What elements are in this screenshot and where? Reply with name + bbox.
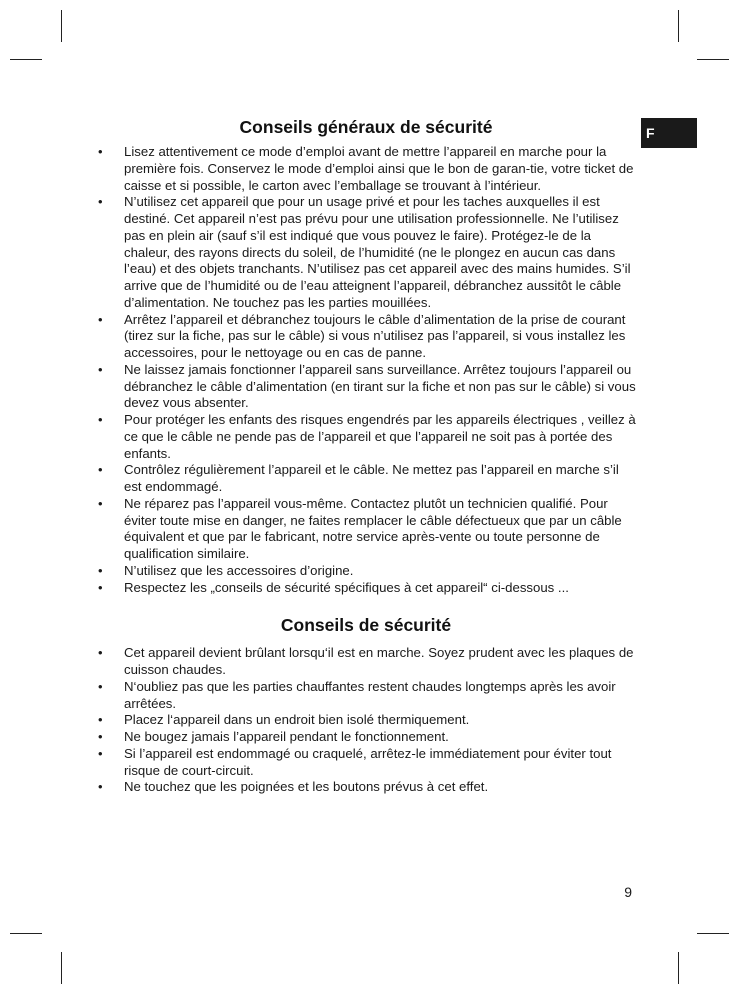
list-item: • N’utilisez cet appareil que pour un usage privé et pour les taches auxquelles il est destiné. Cet appareil n’est pas prévu pour une utilisation professionnelle. Ne l’utilisez pas en plein air (sauf s’il est indiqué que vous pouvez le faire). Protégez-le de la chaleur, des rayons directs du soleil, de l’humidité (ne le plongez en aucun cas dans l’eau) et des objets tranchants. N’utilisez pas cet appareil avec des mains humides. S’il arrive que de l’humidité ou de l’eau atteignent l’appareil, débranchez aussitôt le câble d’alimentation. Ne touchez pas les parties mouillées. bbox=[98, 194, 631, 310]
bullet-icon: • bbox=[98, 779, 103, 795]
bullet-icon: • bbox=[98, 144, 103, 159]
crop-mark bbox=[678, 10, 679, 42]
general-safety-list bbox=[96, 144, 636, 596]
bullet-icon: • bbox=[98, 462, 103, 478]
crop-mark bbox=[10, 59, 42, 60]
list-item: • Si l’appareil est endommagé ou craquelé, arrêtez-le immédiatement pour éviter tout risque de court-circuit. bbox=[98, 745, 612, 778]
bullet-icon: • bbox=[98, 729, 103, 744]
bullet-icon: • bbox=[98, 495, 103, 511]
crop-mark bbox=[61, 952, 62, 984]
bullet-icon: • bbox=[98, 678, 103, 694]
crop-mark bbox=[678, 952, 679, 984]
specific-safety-list bbox=[96, 645, 636, 796]
list-item: • Cet appareil devient brûlant lorsqu‘il est en marche. Soyez prudent avec les plaques de cuisson chaudes. bbox=[98, 645, 634, 677]
bullet-icon: • bbox=[98, 194, 103, 210]
list-item: • Ne bougez jamais l’appareil pendant le fonctionnement. bbox=[98, 729, 449, 744]
crop-mark bbox=[10, 933, 42, 934]
crop-mark bbox=[61, 10, 62, 42]
list-item: • Pour protéger les enfants des risques engendrés par les appareils électriques , veillez à ce que le câble ne pende pas de l’appareil et que l’appareil ne soit pas à portée des enfants. bbox=[98, 412, 636, 461]
language-tab: F bbox=[641, 118, 697, 148]
crop-mark bbox=[697, 59, 729, 60]
bullet-icon: • bbox=[98, 311, 103, 327]
bullet-icon: • bbox=[98, 412, 103, 427]
page-number: 9 bbox=[624, 884, 632, 900]
bullet-icon: • bbox=[98, 361, 103, 377]
page-content bbox=[96, 116, 636, 796]
bullet-icon: • bbox=[98, 745, 103, 761]
list-item: • Respectez les „conseils de sécurité spécifiques à cet appareil“ ci-dessous ... bbox=[98, 579, 569, 595]
crop-mark bbox=[697, 933, 729, 934]
list-item: • Contrôlez régulièrement l’appareil et le câble. Ne mettez pas l’appareil en marche s’il est endommagé. bbox=[98, 462, 619, 494]
specific-safety-section bbox=[96, 614, 636, 796]
list-item: • Placez l‘appareil dans un endroit bien isolé thermiquement. bbox=[98, 712, 470, 728]
bullet-icon: • bbox=[98, 645, 103, 661]
list-item: • Ne touchez que les poignées et les boutons prévus à cet effet. bbox=[98, 779, 489, 795]
bullet-icon: • bbox=[98, 562, 103, 578]
section-title-general: Conseils généraux de sécurité bbox=[239, 117, 493, 137]
list-item: • N‘oubliez pas que les parties chauffantes restent chaudes longtemps après les avoir arrêtées. bbox=[98, 678, 616, 711]
bullet-icon: • bbox=[98, 579, 103, 595]
list-item: • Ne réparez pas l’appareil vous-même. Contactez plutôt un technicien qualifié. Pour éviter toute mise en danger, ne faites remplacer le câble défectueux que par un câble équivalent et que par le fabricant, notre service après-vente ou toute personne de qualification similaire. bbox=[98, 495, 622, 561]
list-item: • Ne laissez jamais fonctionner l’appareil sans surveillance. Arrêtez toujours l’appareil ou débranchez le câble d’alimentation (en tirant sur la fiche et non pas sur le câble) si vous devez vous absenter. bbox=[98, 361, 636, 411]
list-item: • Arrêtez l’appareil et débranchez toujours le câble d’alimentation de la prise de courant (tirez sur la fiche, pas sur le câble) si vous n’utilisez pas l’appareil, si vous installez les accessoires, pour le nettoyage ou en cas de panne. bbox=[98, 311, 626, 360]
bullet-icon: • bbox=[98, 712, 103, 728]
general-safety-section bbox=[96, 116, 636, 596]
list-item: • N’utilisez que les accessoires d’origine. bbox=[98, 562, 354, 578]
list-item: • Lisez attentivement ce mode d’emploi avant de mettre l’appareil en marche pour la première fois. Conservez le mode d’emploi ainsi que le bon de garan-tie, votre ticket de caisse et si possible, le carton avec l’emballage se trouvant à l’intérieur. bbox=[98, 144, 634, 193]
section-title-specific: Conseils de sécurité bbox=[280, 615, 452, 636]
